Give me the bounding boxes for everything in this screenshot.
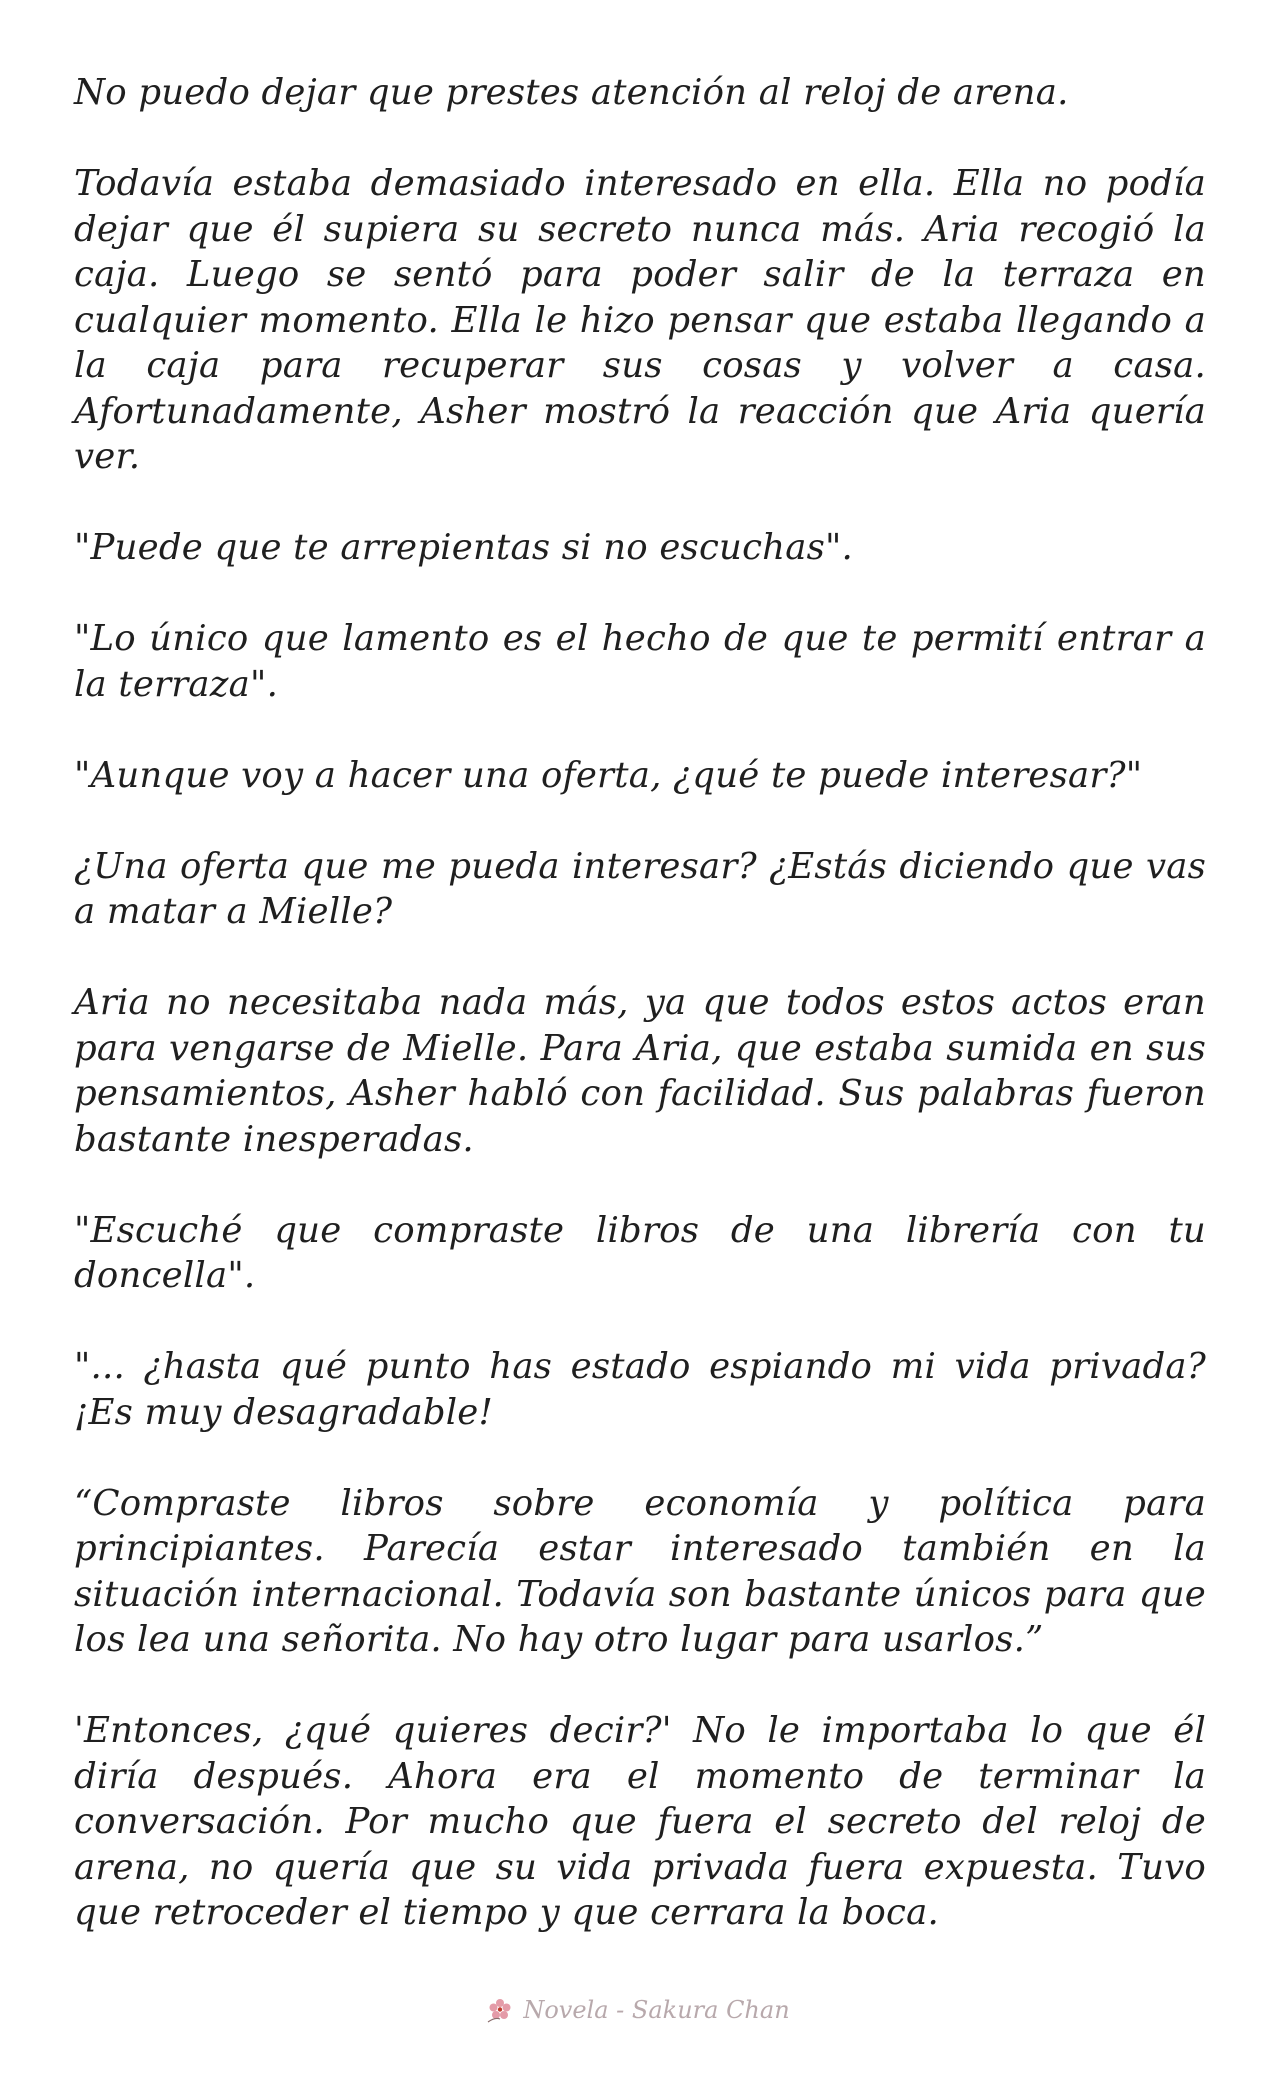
paragraph: “Compraste libros sobre economía y política para principiantes. Parecía estar interesado también en la situación internacional. Todavía son bastante únicos para que los lea una señorita. No hay otro lugar para usarlos.” — [74, 1482, 1206, 1660]
paragraph: "Puede que te arrepientas si no escuchas". — [74, 527, 854, 568]
paragraph: "Lo único que lamento es el hecho de que te permití entrar a la terraza". — [74, 618, 1206, 705]
paragraph: Todavía estaba demasiado interesado en ella. Ella no podía dejar que él supiera su secreto nunca más. Aria recogió la caja. Luego se sentó para poder salir de la terraza en cualquier momento. Ella le hizo pensar que estaba llegando a la caja para recuperar sus cosas y volver a casa. Afortunadamente, Asher mostró la reacción que Aria quería ver. — [74, 163, 1206, 477]
footer-watermark — [0, 1995, 1275, 2025]
paragraph: No puedo dejar que prestes atención al reloj de arena. — [74, 72, 1069, 113]
footer-credit: Novela - Sakura Chan — [523, 1996, 790, 2024]
sakura-flower-icon — [485, 1995, 515, 2025]
document-body — [74, 70, 1206, 1981]
paragraph: ¿Una oferta que me pueda interesar? ¿Estás diciendo que vas a matar a Mielle? — [74, 845, 1206, 932]
paragraph: "... ¿hasta qué punto has estado espiando mi vida privada? ¡Es muy desagradable! — [74, 1346, 1206, 1433]
paragraph: "Escuché que compraste libros de una librería con tu doncella". — [74, 1209, 1206, 1296]
paragraph: Aria no necesitaba nada más, ya que todos estos actos eran para vengarse de Mielle. Para Aria, que estaba sumida en sus pensamientos, Asher habló con facilidad. Sus palabras fueron bastante inesperadas. — [74, 982, 1206, 1160]
paragraph: "Aunque voy a hacer una oferta, ¿qué te puede interesar?" — [74, 754, 1143, 796]
paragraph: 'Entonces, ¿qué quieres decir?' No le importaba lo que él diría después. Ahora era el momento de terminar la conversación. Por mucho que fuera el secreto del reloj de arena, no quería que su vida privada fuera expuesta. Tuvo que retroceder el tiempo y que cerrara la boca. — [74, 1710, 1206, 1933]
